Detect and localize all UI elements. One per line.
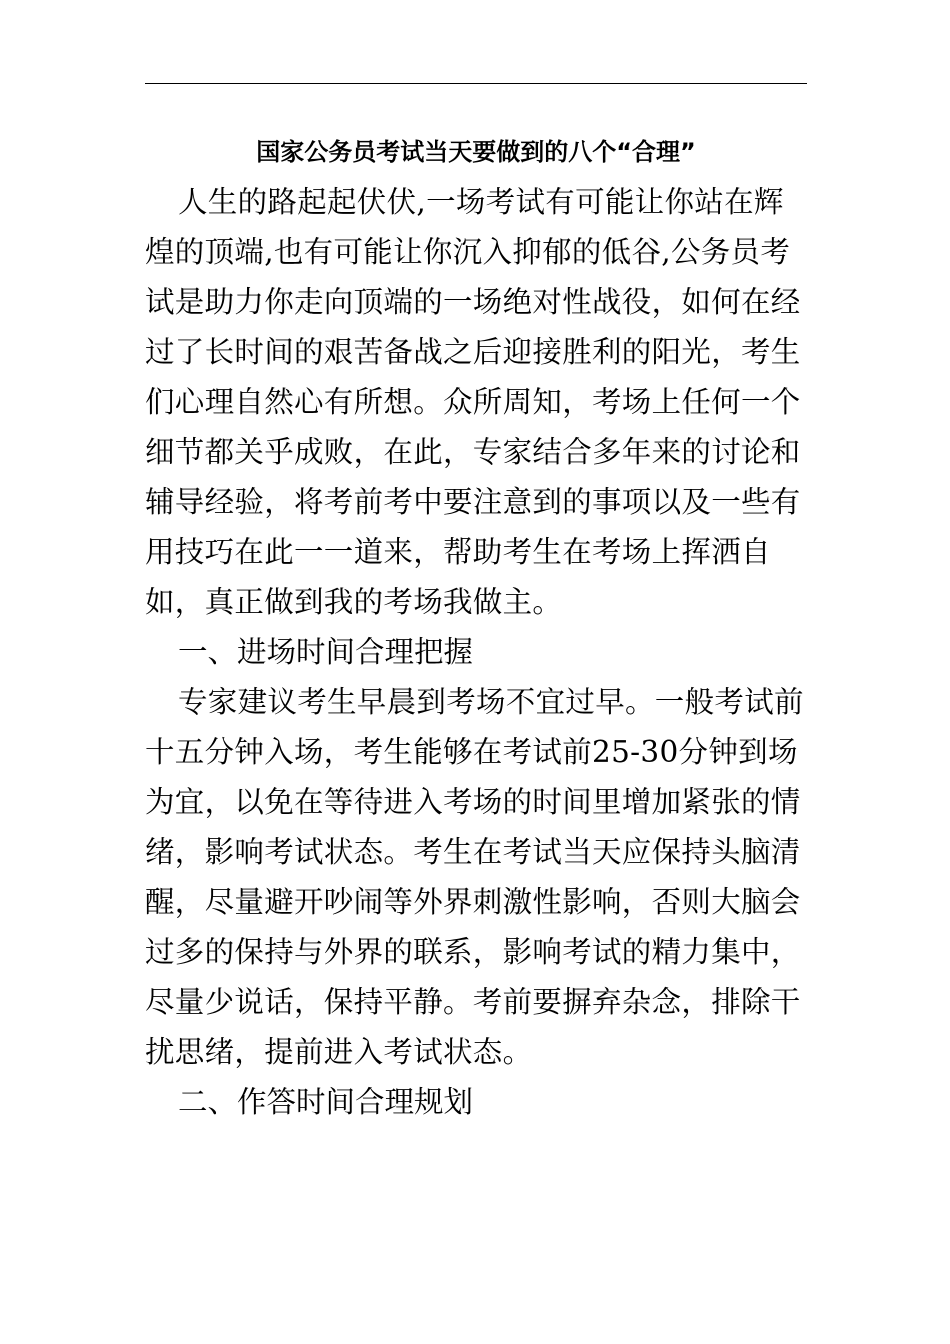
section-heading-1: 一、进场时间合理把握 bbox=[178, 635, 474, 669]
section-heading-2: 二、作答时间合理规划 bbox=[178, 1085, 474, 1119]
document-body bbox=[145, 177, 807, 1127]
header-rule bbox=[145, 83, 807, 84]
document-title: 国家公务员考试当天要做到的八个“合理” bbox=[256, 138, 696, 166]
section-1-paragraph: 专家建议考生早晨到考场不宜过早。一般考试前十五分钟入场，考生能够在考试前25-30分钟到场为宜，以免在等待进入考场的时间里增加紧张的情绪，影响考试状态。考生在考试当天应保持头脑清醒，尽量避开吵闹等外界刺激性影响，否则大脑会过多的保持与外界的联系，影响考试的精力集中，尽量少说话，保持平静。考前要摒弃杂念，排除干扰思绪，提前进入考试状态。 bbox=[145, 685, 804, 1069]
intro-paragraph: 人生的路起起伏伏,一场考试有可能让你站在辉煌的顶端,也有可能让你沉入抑郁的低谷,公务员考试是助力你走向顶端的一场绝对性战役，如何在经过了长时间的艰苦备战之后迎接胜利的阳光，考生们心理自然心有所想。众所周知，考场上任何一个细节都关乎成败，在此，专家结合多年来的讨论和辅导经验，将考前考中要注意到的事项以及一些有用技巧在此一一道来，帮助考生在考场上挥洒自如，真正做到我的考场我做主。 bbox=[145, 185, 801, 619]
